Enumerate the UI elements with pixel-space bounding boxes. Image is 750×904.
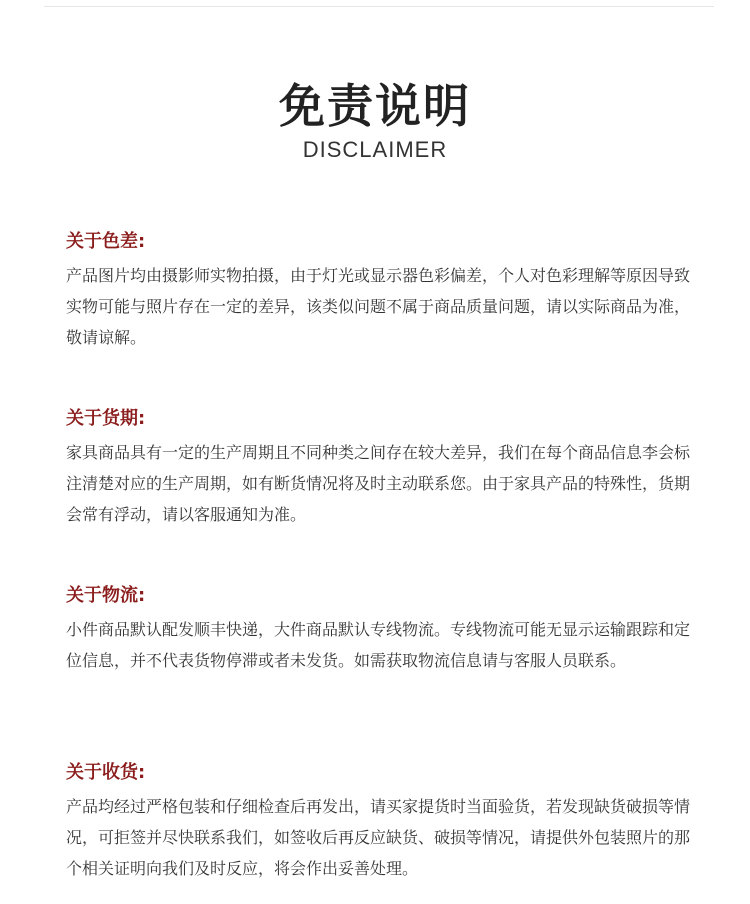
section-receiving	[66, 761, 700, 884]
section-delivery-time	[66, 407, 700, 530]
section-body: 家具商品具有一定的生产周期且不同种类之间存在较大差异，我们在每个商品信息李会标注清楚对应的生产周期，如有断货情况将及时主动联系您。由于家具产品的特殊性，货期会常有浮动，请以客服通知为准。	[66, 443, 691, 524]
section-body: 产品图片均由摄影师实物拍摄，由于灯光或显示器色彩偏差，个人对色彩理解等原因导致实物可能与照片存在一定的差异，该类似问题不属于商品质量问题，请以实际商品为准，敬请谅解。	[66, 266, 691, 347]
page-subtitle: DISCLAIMER	[302, 137, 448, 162]
section-heading: 关于物流:	[66, 585, 146, 606]
top-divider	[44, 6, 714, 7]
page-title: 免责说明	[279, 79, 471, 133]
section-heading: 关于货期:	[66, 408, 146, 429]
section-body: 产品均经过严格包装和仔细检查后再发出，请买家提货时当面验货，若发现缺货破损等情况，可拒签并尽快联系我们，如签收后再反应缺货、破损等情况，请提供外包装照片的那个相关证明向我们及时反应，将会作出妥善处理。	[66, 797, 691, 878]
section-heading: 关于收货:	[66, 762, 146, 783]
section-logistics	[66, 584, 700, 676]
section-color-difference	[66, 230, 700, 353]
section-heading: 关于色差:	[66, 231, 146, 252]
section-body: 小件商品默认配发顺丰快递，大件商品默认专线物流。专线物流可能无显示运输跟踪和定位信息，并不代表货物停滞或者未发货。如需获取物流信息请与客服人员联系。	[66, 620, 691, 670]
